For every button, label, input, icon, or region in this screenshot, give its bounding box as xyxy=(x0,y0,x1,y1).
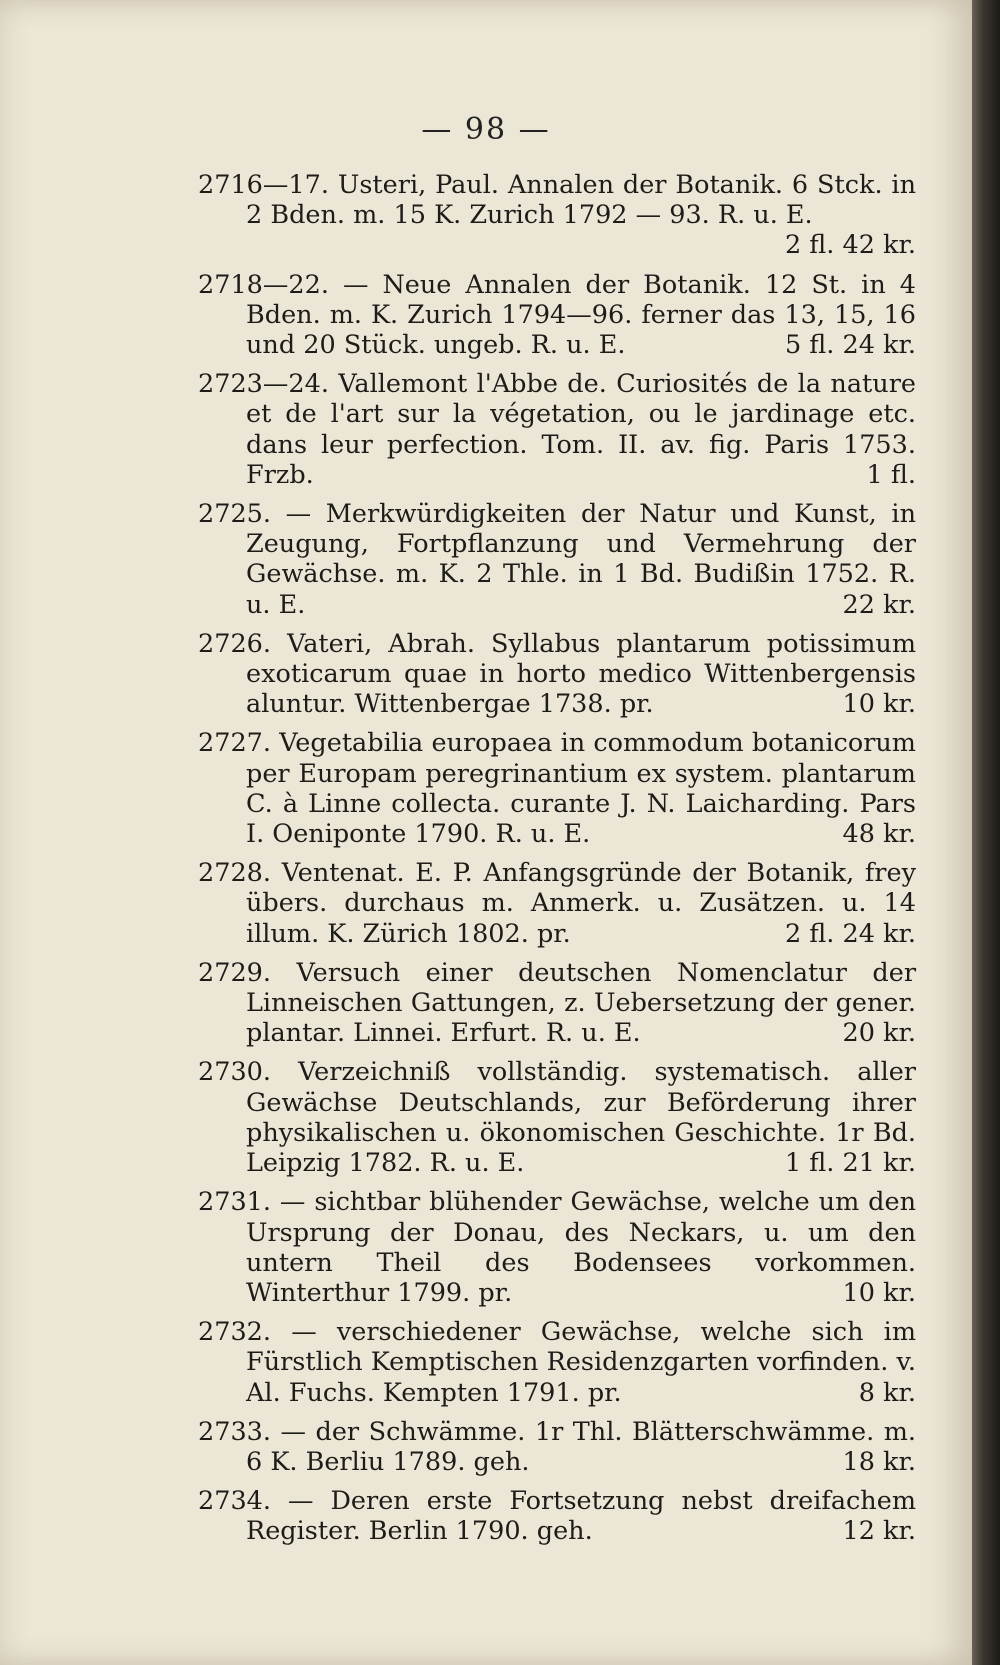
entry-price: 1 fl. 21 kr. xyxy=(784,1148,916,1179)
entry-text: — verschiedener Gewächse, welche sich im Fürstlich Kemptischen Residenzgarten vorfinden. v. Al. Fuchs. Kempten 1791. pr. xyxy=(246,1317,916,1408)
entry-price: 22 kr. xyxy=(842,589,916,620)
catalog-entry xyxy=(198,858,916,949)
catalog-entry xyxy=(198,1417,916,1477)
catalog-entry xyxy=(198,369,916,490)
catalog-entry xyxy=(198,1057,916,1178)
entry-price: 20 kr. xyxy=(842,1018,916,1049)
catalog-entry xyxy=(198,499,916,620)
catalog-entry xyxy=(198,958,916,1049)
entry-number: 2728. xyxy=(198,858,272,889)
entry-number: 2718—22. xyxy=(198,269,329,300)
entry-price: 48 kr. xyxy=(842,819,916,850)
entry-price: 12 kr. xyxy=(842,1516,916,1547)
entry-text: — Deren erste Fortsetzung nebst dreifachem Register. Berlin 1790. geh. xyxy=(246,1486,916,1547)
entry-number: 2729. xyxy=(198,957,272,988)
entry-number: 2725. xyxy=(198,499,272,530)
entry-text: Versuch einer deutschen Nomenclatur der Linneischen Gattungen, z. Uebersetzung der gener. plantar. Linnei. Erfurt. R. u. E. xyxy=(246,957,917,1049)
entry-number: 2723—24. xyxy=(198,369,329,400)
entry-price: 10 kr. xyxy=(842,689,916,720)
entry-text: Verzeichniß vollständig. systematisch. aller Gewächse Deutschlands, zur Beförderung ihrer physikalischen u. ökonomischen Geschichte. 1r Bd. Leipzig 1782. R. u. E. xyxy=(246,1057,916,1179)
entry-number: 2716—17. xyxy=(198,170,329,200)
catalog-entry xyxy=(198,1317,916,1408)
entry-text: — Merkwürdigkeiten der Natur und Kunst, in Zeugung, Fortpflanzung und Vermehrung der Gewächse. m. K. 2 Thle. in 1 Bd. Budißin 1752. R. u. E. xyxy=(246,499,916,620)
page-number: — 98 — xyxy=(421,112,551,147)
entry-text: — sichtbar blühender Gewächse, welche um den Ursprung der Donau, des Neckars, u. um den untern Theil des Bodensees vorkommen. Winterthur 1799. pr. xyxy=(246,1187,916,1308)
entry-price: 18 kr. xyxy=(842,1446,916,1477)
catalog-entry xyxy=(198,629,916,720)
catalog-entry xyxy=(198,728,916,849)
entry-price: 2 fl. 42 kr. xyxy=(784,230,916,261)
entry-text: — Neue Annalen der Botanik. 12 St. in 4 Bden. m. K. Zurich 1794—96. ferner das 13, 15, 16 und 20 Stück. ungeb. R. u. E. xyxy=(246,269,916,361)
catalog-entry xyxy=(198,1187,916,1308)
entry-number: 2734. xyxy=(198,1486,272,1517)
catalog-entries xyxy=(198,170,916,1556)
entry-price: 5 fl. 24 kr. xyxy=(784,330,916,361)
entry-price: 2 fl. 24 kr. xyxy=(784,918,916,949)
entry-number: 2730. xyxy=(198,1057,272,1088)
entry-price: 8 kr. xyxy=(858,1377,916,1408)
catalog-entry xyxy=(198,270,916,361)
entry-number: 2733. xyxy=(198,1416,272,1447)
entry-text: Ventenat. E. P. Anfangsgründe der Botanik, frey übers. durchaus m. Anmerk. u. Zusätzen. u. 14 illum. K. Zürich 1802. pr. xyxy=(246,858,916,949)
entry-text: Usteri, Paul. Annalen der Botanik. 6 Stck. in 2 Bden. m. 15 K. Zurich 1792 — 93. R. u. E. xyxy=(246,170,917,231)
entry-number: 2726. xyxy=(198,628,272,659)
catalog-entry xyxy=(198,1486,916,1546)
entry-price: 10 kr. xyxy=(842,1277,916,1308)
entry-text: Vegetabilia europaea in commodum botanicorum per Europam peregrinantium ex system. plantarum C. à Linne collecta. curante J. N. Laicharding. Pars I. Oeniponte 1790. R. u. E. xyxy=(246,728,916,850)
entry-text: Vallemont l'Abbe de. Curiosités de la nature et de l'art sur la végetation, ou le jardinage etc. dans leur perfection. Tom. II. av. fig. Paris 1753. Frzb. xyxy=(246,369,916,490)
page-edge xyxy=(972,0,1000,1665)
entry-number: 2732. xyxy=(198,1317,272,1348)
entry-number: 2727. xyxy=(198,728,272,759)
entry-text: Vateri, Abrah. Syllabus plantarum potissimum exoticarum quae in horto medico Wittenbergensis aluntur. Wittenbergae 1738. pr. xyxy=(246,628,916,720)
entry-price: 1 fl. xyxy=(866,459,916,490)
entry-number: 2731. xyxy=(198,1187,272,1218)
entry-text: — der Schwämme. 1r Thl. Blätterschwämme. m. 6 K. Berliu 1789. geh. xyxy=(246,1416,916,1477)
catalog-entry xyxy=(198,170,916,261)
